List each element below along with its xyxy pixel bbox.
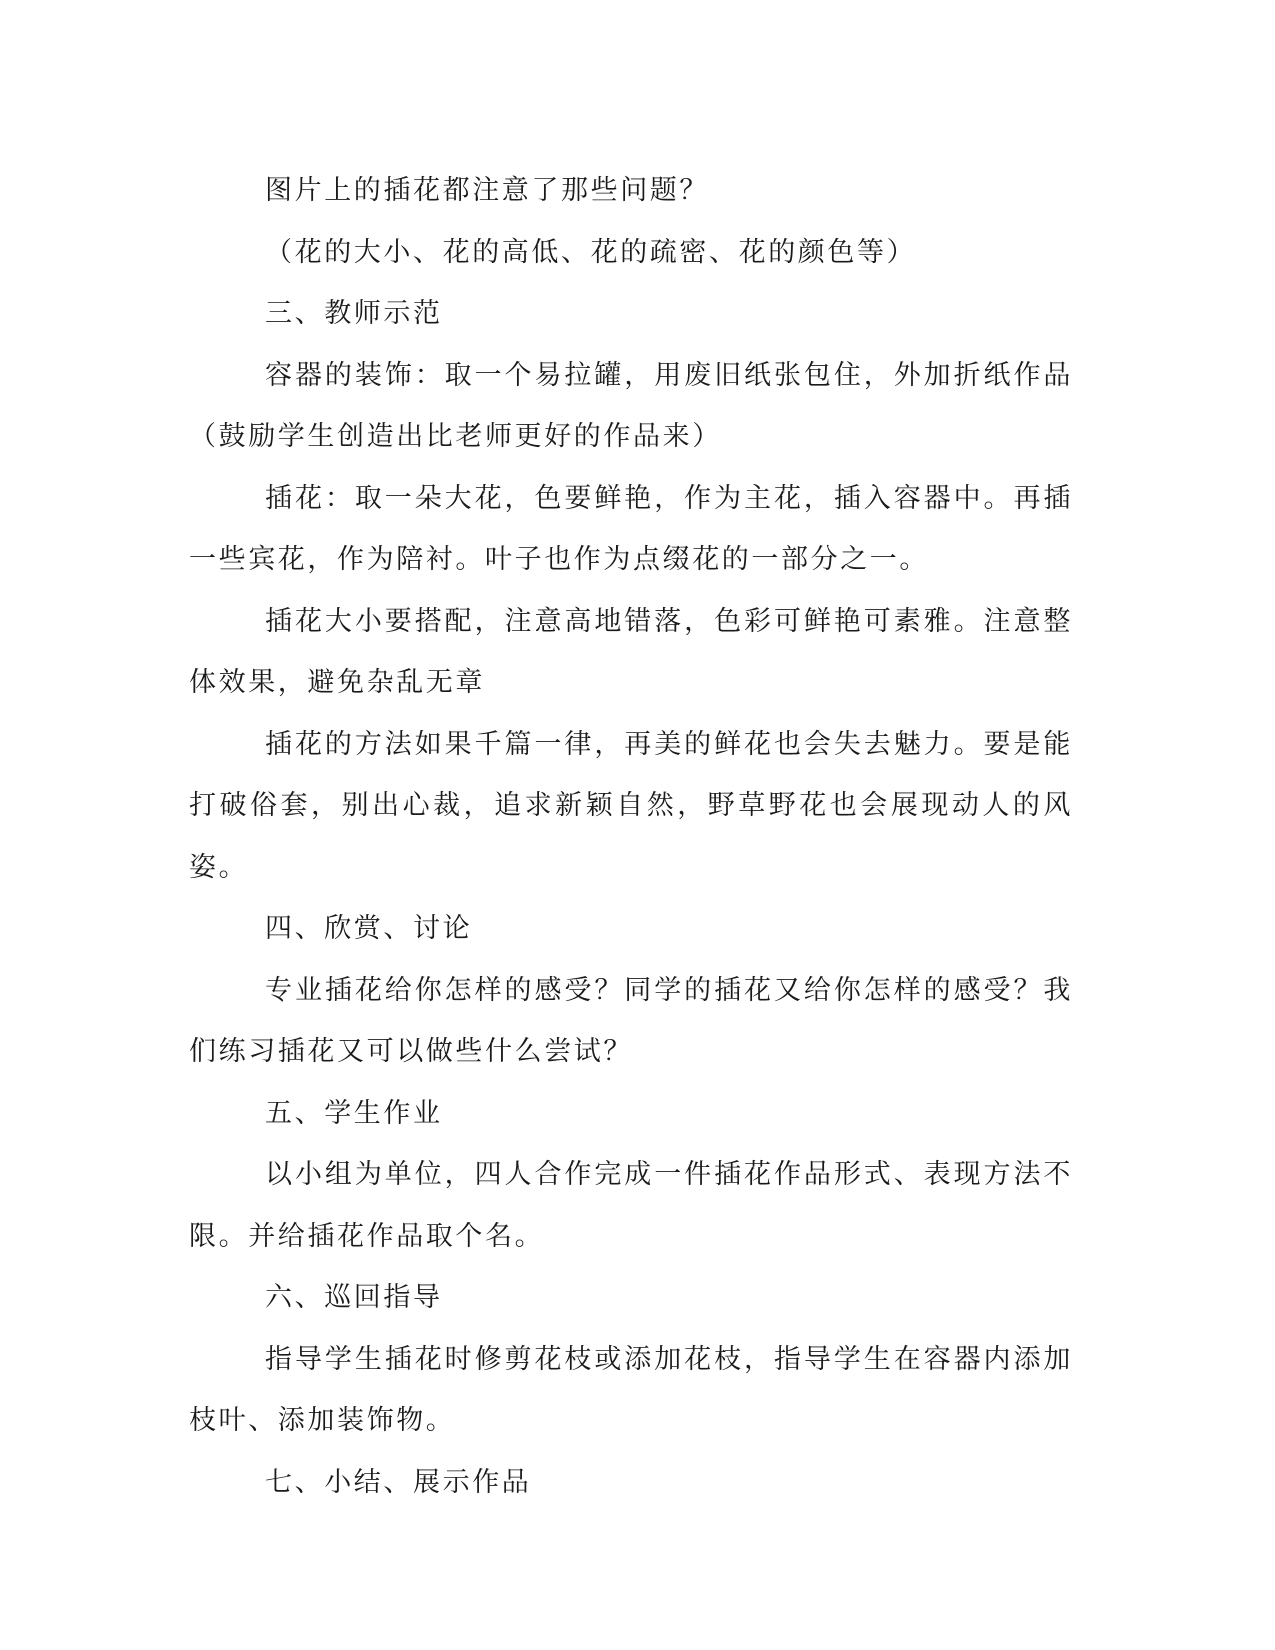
paragraph-container-decoration: 容器的装饰：取一个易拉罐，用废旧纸张包住，外加折纸作品（鼓励学生创造出比老师更好的作品来） [189,359,1073,452]
document-body [189,160,1073,1513]
paragraph-assignment: 以小组为单位，四人合作完成一件插花作品形式、表现方法不限。并给插花作品取个名。 [189,1159,1073,1252]
paragraph-methods: 插花的方法如果千篇一律，再美的鲜花也会失去魅力。要是能打破俗套，别出心裁，追求新颖自然，野草野花也会展现动人的风姿。 [189,728,1073,883]
paragraph-answer-note: （花的大小、花的高低、花的疏密、花的颜色等） [265,236,917,268]
section-heading-4: 四、欣赏、讨论 [265,913,473,944]
section-heading-5: 五、学生作业 [265,1097,443,1129]
paragraph-flower-arranging: 插花：取一朵大花，色要鲜艳，作为主花，插入容器中。再插一些宾花，作为陪衬。叶子也作为点缀花的一部分之一。 [189,482,1073,575]
paragraph-guidance: 指导学生插花时修剪花枝或添加花枝，指导学生在容器内添加枝叶、添加装饰物。 [189,1343,1073,1436]
paragraph-discussion: 专业插花给你怎样的感受？同学的插花又给你怎样的感受？我们练习插花又可以做些什么尝试？ [189,974,1073,1067]
section-heading-3: 三、教师示范 [265,298,443,329]
section-heading-7: 七、小结、展示作品 [265,1466,532,1498]
paragraph-size-matching: 插花大小要搭配，注意高地错落，色彩可鲜艳可素雅。注意整体效果，避免杂乱无章 [189,605,1073,698]
paragraph-question: 图片上的插花都注意了那些问题？ [265,175,709,206]
section-heading-6: 六、巡回指导 [265,1282,443,1313]
